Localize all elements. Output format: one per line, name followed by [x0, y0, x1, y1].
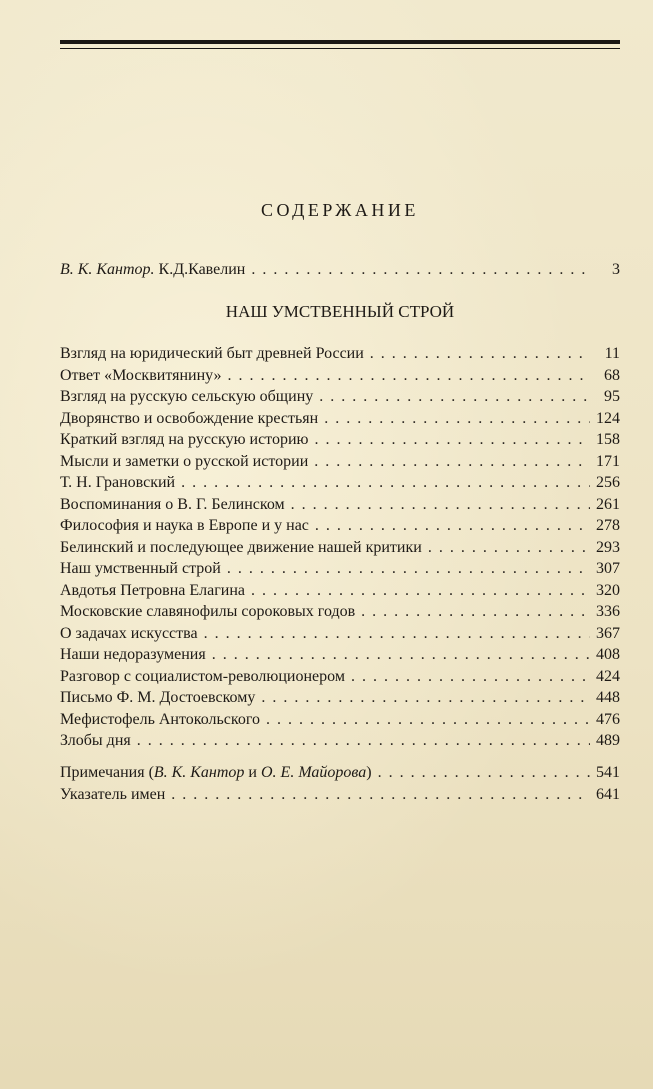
notes-editor-1: В. К. Кантор	[153, 764, 245, 781]
dot-leader	[212, 644, 590, 666]
page-number: 95	[604, 388, 620, 405]
toc-entry	[60, 601, 620, 623]
dot-leader	[315, 515, 590, 537]
page-number: 320	[596, 581, 620, 599]
page-number: 68	[604, 366, 620, 384]
toc-entry	[60, 687, 620, 709]
header-rule-thick	[60, 40, 620, 44]
dot-leader	[428, 537, 590, 559]
dot-leader	[351, 666, 590, 688]
toc-entry-title: О задачах искусства	[60, 624, 198, 642]
toc-entry	[60, 408, 620, 430]
page-number: 11	[604, 345, 620, 362]
toc-index-title: Указатель имен	[60, 785, 166, 803]
page-number: 261	[596, 495, 620, 513]
dot-leader	[291, 494, 590, 516]
toc-entry-title: Взгляд на русскую сельскую общину	[60, 388, 314, 405]
page-number: 278	[596, 517, 620, 534]
notes-label: Примечания (	[60, 764, 154, 781]
intro-author: В. К. Кантор.	[60, 261, 155, 278]
notes-conjunction: и	[244, 764, 261, 781]
toc-intro-entry	[60, 259, 620, 281]
dot-leader	[228, 365, 590, 387]
dot-leader	[319, 386, 590, 408]
page-number: 541	[596, 764, 620, 781]
page-number: 124	[596, 409, 620, 427]
toc-entry	[60, 451, 620, 473]
toc-entry	[60, 666, 620, 688]
page-number: 424	[596, 667, 620, 685]
toc-entry-title: Письмо Ф. М. Достоевскому	[60, 689, 256, 706]
dot-leader	[204, 623, 590, 645]
toc-entry	[60, 558, 620, 580]
intro-title: К.Д.Кавелин	[158, 261, 246, 278]
page-number: 336	[596, 603, 620, 620]
toc-entry	[60, 623, 620, 645]
toc-entry-title: Ответ «Москвитянину»	[60, 366, 222, 384]
page-number: 256	[596, 474, 620, 491]
dot-leader	[314, 429, 590, 451]
toc-entry	[60, 343, 620, 365]
page-number: 489	[596, 732, 620, 749]
dot-leader	[171, 784, 590, 806]
dot-leader	[370, 343, 590, 365]
dot-leader	[227, 558, 590, 580]
dot-leader	[137, 730, 590, 752]
page-number: 171	[596, 452, 620, 470]
page-number: 367	[596, 624, 620, 642]
toc-entry	[60, 515, 620, 537]
toc-entry	[60, 580, 620, 602]
toc-entry-title: Воспоминания о В. Г. Белинском	[60, 495, 285, 513]
toc-entry	[60, 494, 620, 516]
page-number: 448	[596, 689, 620, 706]
toc-entry-title: Злобы дня	[60, 732, 131, 749]
toc-notes-entry	[60, 762, 620, 784]
page-number: 408	[596, 646, 620, 663]
toc-entry-title: Мефистофель Антокольского	[60, 710, 261, 728]
dot-leader	[361, 601, 590, 623]
toc-entry	[60, 537, 620, 559]
toc-entry	[60, 386, 620, 408]
page-number: 3	[612, 261, 620, 278]
dot-leader	[266, 709, 590, 731]
toc-entry	[60, 730, 620, 752]
dot-leader	[314, 451, 590, 473]
toc-entry	[60, 429, 620, 451]
page-title: СОДЕРЖАНИЕ	[261, 200, 419, 220]
toc-entry-title: Философия и наука в Европе и у нас	[60, 517, 309, 534]
toc-entry-title: Мысли и заметки о русской истории	[60, 452, 309, 470]
toc-entry-title: Наши недоразумения	[60, 646, 206, 663]
toc-entry	[60, 472, 620, 494]
page-number: 293	[596, 538, 620, 556]
toc-entry-title: Московские славянофилы сороковых годов	[60, 603, 356, 620]
toc-entry-title: Взгляд на юридический быт древней России	[60, 345, 364, 362]
toc-index-entry	[60, 784, 620, 806]
section-heading: НАШ УМСТВЕННЫЙ СТРОЙ	[225, 302, 455, 321]
toc-entry-title: Разговор с социалистом-революционером	[60, 667, 345, 685]
notes-label-end: )	[366, 764, 372, 781]
dot-leader	[324, 408, 590, 430]
toc-entry-title: Т. Н. Грановский	[60, 474, 176, 491]
toc-entry	[60, 365, 620, 387]
toc-entry-title: Авдотья Петровна Елагина	[60, 581, 245, 599]
toc-entry-title: Белинский и последующее движение нашей критики	[60, 538, 422, 556]
page-number: 476	[596, 710, 620, 728]
toc-notes-label	[60, 762, 372, 784]
dot-leader	[251, 580, 590, 602]
dot-leader	[251, 259, 590, 281]
page-number: 307	[596, 560, 620, 577]
toc-entry-title: Наш умственный строй	[60, 560, 221, 577]
toc-entry-title: Дворянство и освобождение крестьян	[60, 409, 319, 427]
notes-editor-2: О. Е. Майорова	[260, 764, 367, 781]
toc-entry	[60, 709, 620, 731]
page-number: 641	[596, 785, 620, 803]
toc-entry-title: Краткий взгляд на русскую историю	[60, 431, 309, 448]
toc-intro-label	[60, 259, 245, 281]
dot-leader	[378, 762, 590, 784]
dot-leader	[181, 472, 590, 494]
page-number: 158	[596, 431, 620, 448]
dot-leader	[261, 687, 590, 709]
header-rule-thin	[60, 48, 620, 49]
toc-entry	[60, 644, 620, 666]
